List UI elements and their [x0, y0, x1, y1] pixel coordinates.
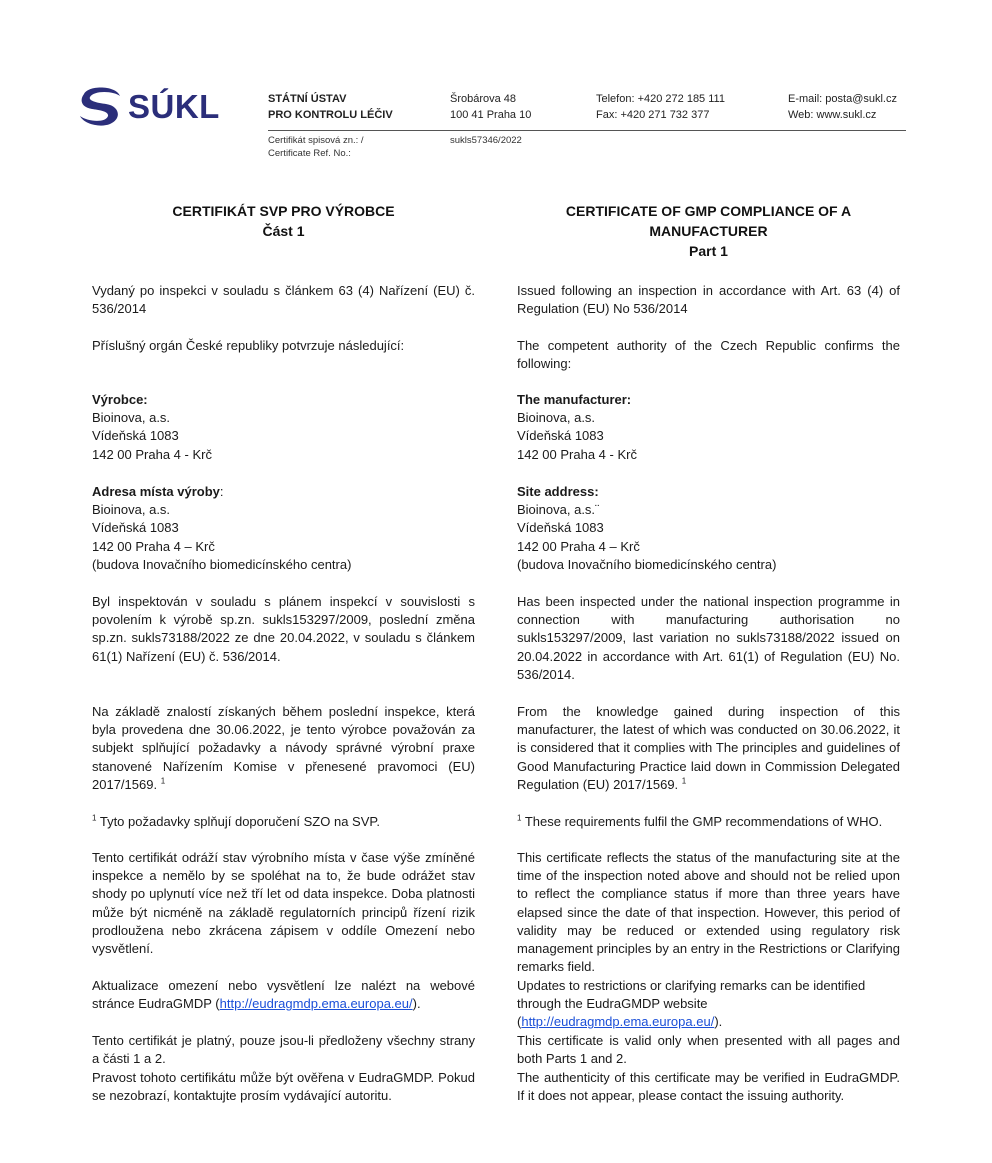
cz-issued: Vydaný po inspekci v souladu s článkem 63 (4) Nařízení (EU) č. 536/2014: [92, 283, 475, 317]
cz-valid: Tento certifikát je platný, pouze jsou-li předloženy všechny strany a části 1 a 2.: [92, 1033, 475, 1067]
cz-manufacturer-label: Výrobce:: [92, 392, 148, 407]
logo-wordmark: SÚKL: [128, 88, 220, 125]
en-manufacturer-line: Bioinova, a.s.: [517, 410, 596, 426]
cz-footnote-text: Tyto požadavky splňují doporučení SZO na SVP.: [99, 814, 380, 829]
cz-site-label-colon: :: [219, 484, 224, 499]
address-line-2: 100 41 Praha 10: [450, 109, 532, 121]
web: Web: www.sukl.cz: [788, 109, 877, 121]
en-manufacturer-label: The manufacturer:: [517, 392, 632, 407]
cz-footnote-ref: 1: [160, 776, 166, 786]
cz-site-label-row: [92, 483, 475, 501]
en-site-line: 142 00 Praha 4 – Krč: [517, 538, 640, 554]
cz-site-address: [92, 483, 475, 574]
en-footnote-text: These requirements fulfil the GMP recommendations of WHO.: [524, 814, 883, 829]
cz-footnote: [92, 813, 475, 831]
ref-value: sukls57346/2022: [450, 135, 522, 146]
ref-label-cz: Certifikát spisová zn.: /: [268, 135, 364, 146]
en-authority: The competent authority of the Czech Republic confirms the following:: [517, 338, 900, 372]
en-footnote-mark: 1: [517, 813, 522, 823]
en-site-label: Site address:: [517, 484, 599, 499]
en-updates-end: ).: [714, 1014, 723, 1030]
institute-name: [268, 91, 393, 123]
cz-title-line-1: CERTIFIKÁT SVP PRO VÝROBCE: [172, 203, 395, 219]
en-site-line: (budova Inovačního biomedicínského centra): [517, 556, 777, 572]
cz-authority: Příslušný orgán České republiky potvrzuje následující:: [92, 338, 405, 353]
en-title: [517, 201, 900, 261]
cz-knowledge-text: Na základě znalostí získaných během poslední inspekce, která byla provedena dne 30.06.2022, je tento výrobce považován za subjekt splňující požadavky a návody správné výrobní praxe stanovené Nařízením Komise v přenesené pravomoci (EU) 2017/1569.: [92, 704, 475, 792]
institute-phones: [596, 91, 725, 123]
cz-updates: [92, 977, 475, 1013]
en-knowledge: [517, 703, 900, 794]
en-knowledge-text: From the knowledge gained during inspection of this manufacturer, the latest of which was conducted on 30.06.2022, it is considered that it complies with The principles and guidelines of Good Manufacturing Practice laid down in Commission Delegated Regulation (EU) 2017/1569.: [517, 704, 900, 792]
en-footnote: [517, 813, 900, 831]
fax: Fax: +420 271 732 377: [596, 109, 710, 121]
institute-line-2: PRO KONTROLU LÉČIV: [268, 109, 393, 121]
institute-contacts: [788, 91, 897, 123]
cz-site-label: Adresa místa výroby: [92, 484, 220, 499]
cz-title-line-2: Část 1: [262, 223, 305, 239]
en-inspected: Has been inspected under the national inspection programme in connection with manufacturing authorisation no sukls153297/2009, last variation no sukls73188/2022 issued on 20.04.2022 in accordance with Art. 61(1) of Regulation (EU) No. 536/2014.: [517, 594, 900, 682]
en-title-line-3: Part 1: [689, 243, 728, 259]
address-line-1: Šrobárova 48: [450, 93, 517, 105]
cz-manufacturer-line: Bioinova, a.s.: [92, 410, 171, 426]
en-eudragmdp-link[interactable]: http://eudragmdp.ema.europa.eu/: [521, 1014, 715, 1030]
sukl-logo: [78, 86, 238, 126]
cz-updates-end: ).: [412, 996, 421, 1012]
en-manufacturer-line: Vídeňská 1083: [517, 428, 604, 444]
en-valid: This certificate is valid only when presented with all pages and both Parts 1 and 2.: [517, 1033, 900, 1067]
cz-site-line: 142 00 Praha 4 – Krč: [92, 538, 215, 554]
en-site-address: [517, 483, 900, 574]
cz-eudragmdp-link[interactable]: http://eudragmdp.ema.europa.eu/: [219, 996, 413, 1012]
en-updates: Updates to restrictions or clarifying remarks can be identified through the EudraGMDP website (http://eudragmdp.ema.europa.eu/).: [517, 978, 866, 1030]
cz-site-line: Vídeňská 1083: [92, 520, 179, 536]
ref-label: [268, 134, 364, 160]
en-title-line-1: CERTIFICATE OF GMP COMPLIANCE OF A: [565, 203, 852, 219]
en-manufacturer-line: 142 00 Praha 4 - Krč: [517, 446, 637, 462]
en-issued: Issued following an inspection in accordance with Art. 63 (4) of Regulation (EU) No 536/2014: [517, 283, 900, 317]
cz-footnote-mark: 1: [92, 813, 97, 823]
phone: Telefon: +420 272 185 111: [596, 93, 725, 105]
institute-address: [450, 91, 531, 123]
cz-title: [92, 201, 475, 241]
email: E-mail: posta@sukl.cz: [788, 93, 897, 105]
en-reflects: This certificate reflects the status of the manufacturing site at the time of the inspection noted above and should not be relied upon to reflect the compliance status if more than three years have elapsed since the date of that inspection. However, this period of validity may be reduced or extended using regulatory risk management principles by an entry in the Restrictions or Clarifying remarks field.: [517, 850, 900, 975]
en-manufacturer: [517, 391, 900, 464]
cz-reflects: Tento certifikát odráží stav výrobního místa v čase výše zmíněné inspekce a nemělo by se spoléhat na to, že bude odrážet stav shody po uplynutí více než tří let od data inspekce. Doba platnosti může být nicméně na základě regulatorních principů řízení rizik prodloužena nebo zkrácena zápisem v oddíle Omezení nebo vysvětlení.: [92, 850, 475, 957]
en-updates-text: Updates to restrictions or clarifying remarks can be identified through the EudraGMDP website: [517, 978, 866, 1012]
cz-inspected: Byl inspektován v souladu s plánem inspekcí v souvislosti s povolením k výrobě sp.zn. sukls153297/2009, poslední změna sp.zn. sukls73188/2022 ze dne 20.04.2022, v souladu s článkem 61(1) Nařízení (EU) č. 536/2014.: [92, 594, 475, 664]
cz-site-line: Bioinova, a.s.: [92, 502, 171, 518]
cz-manufacturer: [92, 391, 475, 464]
en-authenticity: The authenticity of this certificate may be verified in EudraGMDP. If it does not appear, please contact the issuing authority.: [517, 1070, 900, 1104]
en-site-line: Vídeňská 1083: [517, 520, 604, 536]
ref-label-en: Certificate Ref. No.:: [268, 148, 351, 159]
institute-line-1: STÁTNÍ ÚSTAV: [268, 93, 347, 105]
header-divider: [268, 130, 906, 131]
cz-knowledge: [92, 703, 475, 794]
cz-site-line: (budova Inovačního biomedicínského centra): [92, 556, 352, 572]
cz-updates-text: Aktualizace omezení nebo vysvětlení lze nalézt na webové stránce EudraGMDP (: [92, 978, 475, 1012]
en-site-line: Bioinova, a.s.¨: [517, 502, 600, 518]
cz-authenticity: Pravost tohoto certifikátu může být ověřena v EudraGMDP. Pokud se nezobrazí, kontaktujte prosím vydávající autoritu.: [92, 1070, 475, 1104]
cz-manufacturer-line: Vídeňská 1083: [92, 428, 179, 444]
cz-manufacturer-line: 142 00 Praha 4 - Krč: [92, 446, 212, 462]
en-title-line-2: MANUFACTURER: [649, 223, 768, 239]
en-footnote-ref: 1: [681, 776, 687, 786]
sukl-logo-icon: [78, 86, 122, 126]
